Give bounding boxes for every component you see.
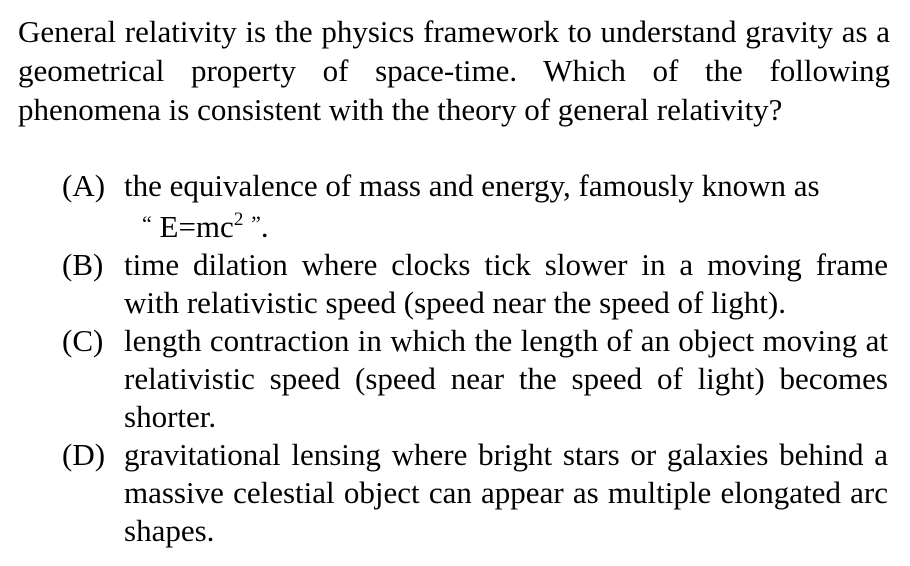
option-d-text: gravitational lensing where bright stars or galaxies behind a massive celestial object can appear as multiple elongated arc shapes. xyxy=(124,437,888,548)
option-a-quote-open: “ xyxy=(142,211,152,236)
option-c-text: length contraction in which the length of an object moving at relativistic speed (speed near the speed of light) becomes shorter. xyxy=(124,323,888,434)
option-a-text-after: . xyxy=(260,209,269,244)
option-b-text: time dilation where clocks tick slower in a moving frame with relativistic speed (speed near the speed of light). xyxy=(124,247,888,320)
question-text: General relativity is the physics framework to understand gravity as a geometrical property of space-time. Which of the following phenomena is consistent with the theory of general relativity? xyxy=(18,14,890,127)
option-a-text-before: the equivalence of mass and energy, famously known as xyxy=(124,168,820,203)
option-a-formula-base: E=mc xyxy=(159,209,234,244)
option-b-letter: (B) xyxy=(62,247,104,282)
answer-options xyxy=(62,167,888,550)
option-d-letter: (D) xyxy=(62,437,106,472)
option-c-letter: (C) xyxy=(62,323,104,358)
option-a xyxy=(62,167,888,246)
option-a-letter: (A) xyxy=(62,168,106,203)
option-c xyxy=(62,322,888,436)
option-a-text xyxy=(124,167,888,246)
option-d xyxy=(62,436,888,550)
option-a-formula-exponent: 2 xyxy=(233,209,244,230)
option-b xyxy=(62,246,888,322)
option-a-formula-line xyxy=(124,205,269,246)
option-a-quote-close: ” xyxy=(251,211,261,236)
